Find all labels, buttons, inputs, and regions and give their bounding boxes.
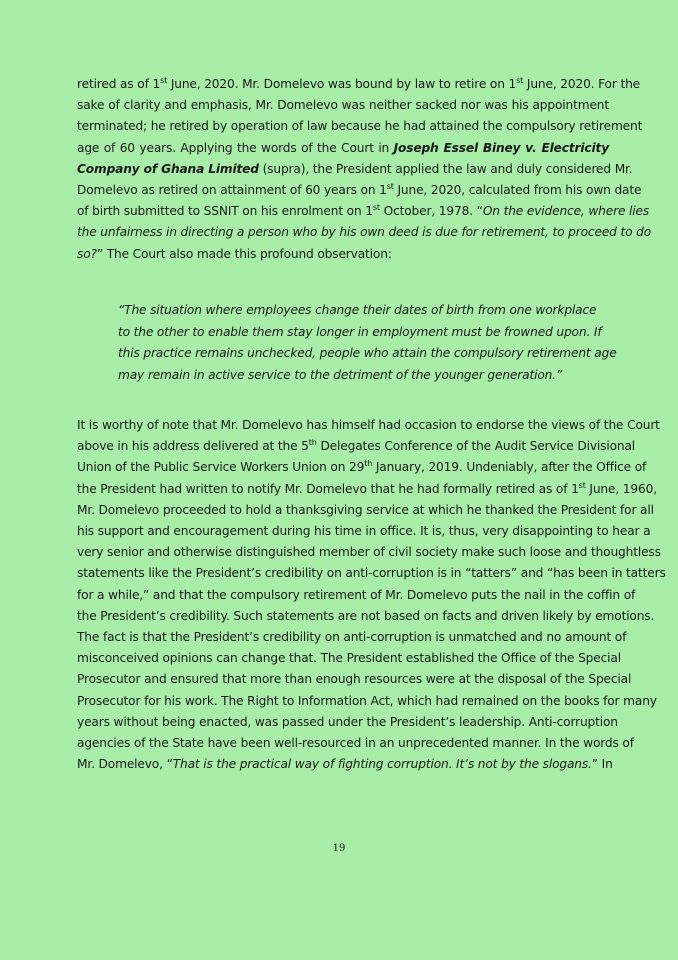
- text-line: The fact is that the President’s credibility on anti-corruption is unmatched and no amount of: [77, 630, 627, 645]
- text-line: sake of clarity and emphasis, Mr. Domelevo was neither sacked nor was his appointment: [77, 98, 609, 113]
- case-name: Joseph Essel Biney v. Electricity: [393, 140, 609, 155]
- text-line: Prosecutor for his work. The Right to Information Act, which had remained on the books for many: [77, 693, 657, 708]
- text-line: misconceived opinions can change that. The President established the Office of the Special: [77, 651, 621, 666]
- text-line: of birth submitted to SSNIT on his enrolment on 1st October, 1978. “On the evidence, where lies: [77, 203, 650, 219]
- text-line: the unfairness in directing a person who by his own deed is due for retirement, to proceed to do: [77, 225, 652, 240]
- text-line: very senior and otherwise distinguished member of civil society make such loose and thoughtless: [77, 545, 661, 560]
- text-line: his support and encouragement during his time in office. It is, thus, very disappointing to hear a: [77, 524, 651, 539]
- text-line: age of 60 years. Applying the words of the Court in Joseph Essel Biney v. Electricity: [77, 140, 609, 155]
- quote-line: to the other to enable them stay longer in employment must be frowned upon. If: [118, 324, 602, 339]
- text-line: the President had written to notify Mr. Domelevo that he had formally retired as of 1st June, 1960,: [77, 480, 657, 496]
- text-line: so?” The Court also made this profound observation:: [77, 246, 392, 261]
- text-line: Mr. Domelevo, “That is the practical way of fighting corruption. It’s not by the slogans.” In: [77, 757, 613, 772]
- text-line: Mr. Domelevo proceeded to hold a thanksgiving service at which he thanked the President for all: [77, 502, 654, 517]
- text-line: It is worthy of note that Mr. Domelevo has himself had occasion to endorse the views of the Court: [77, 418, 660, 432]
- text-line: for a while,” and that the compulsory retirement of Mr. Domelevo puts the nail in the coffin of: [77, 587, 636, 602]
- text-line: retired as of 1st June, 2020. Mr. Domelevo was bound by law to retire on 1st June, 2020. For the: [77, 76, 641, 91]
- quoted-statement: That is the practical way of fighting corruption. It’s not by the slogans.: [172, 757, 592, 772]
- text-line: Domelevo as retired on attainment of 60 years on 1st June, 2020, calculated from his own date: [77, 182, 642, 198]
- quote-line: “The situation where employees change their dates of birth from one workplace: [118, 303, 597, 317]
- page-number: 19: [332, 843, 346, 854]
- text-line: agencies of the State have been well-resourced in an unprecedented manner. In the words of: [77, 736, 634, 751]
- case-name: Company of Ghana Limited: [77, 161, 259, 176]
- text-line: Union of the Public Service Workers Union on 29th January, 2019. Undeniably, after the Office of: [77, 459, 647, 475]
- text-line: Prosecutor and ensured that more than enough resources were at the disposal of the Special: [77, 672, 632, 687]
- text-line: statements like the President’s credibility on anti-corruption is in “tatters” and “has been in tatters: [77, 566, 666, 581]
- text-line: Company of Ghana Limited (supra), the President applied the law and duly considered Mr.: [77, 161, 633, 176]
- text-line: terminated; he retired by operation of law because he had attained the compulsory retirement: [77, 119, 643, 134]
- quote-line: may remain in active service to the detriment of the younger generation.”: [118, 367, 563, 382]
- quote-line: this practice remains unchecked, people who attain the compulsory retirement age: [118, 346, 617, 360]
- text-line: the President’s credibility. Such statements are not based on facts and driven likely by emotions.: [77, 608, 655, 623]
- text-line: above in his address delivered at the 5th Delegates Conference of the Audit Service Divisional: [77, 438, 636, 454]
- text-line: years without being enacted, was passed under the President’s leadership. Anti-corruption: [77, 714, 618, 729]
- paragraph-retirement: [77, 74, 652, 265]
- block-quote: [118, 300, 617, 386]
- paragraph-credibility: [77, 415, 666, 775]
